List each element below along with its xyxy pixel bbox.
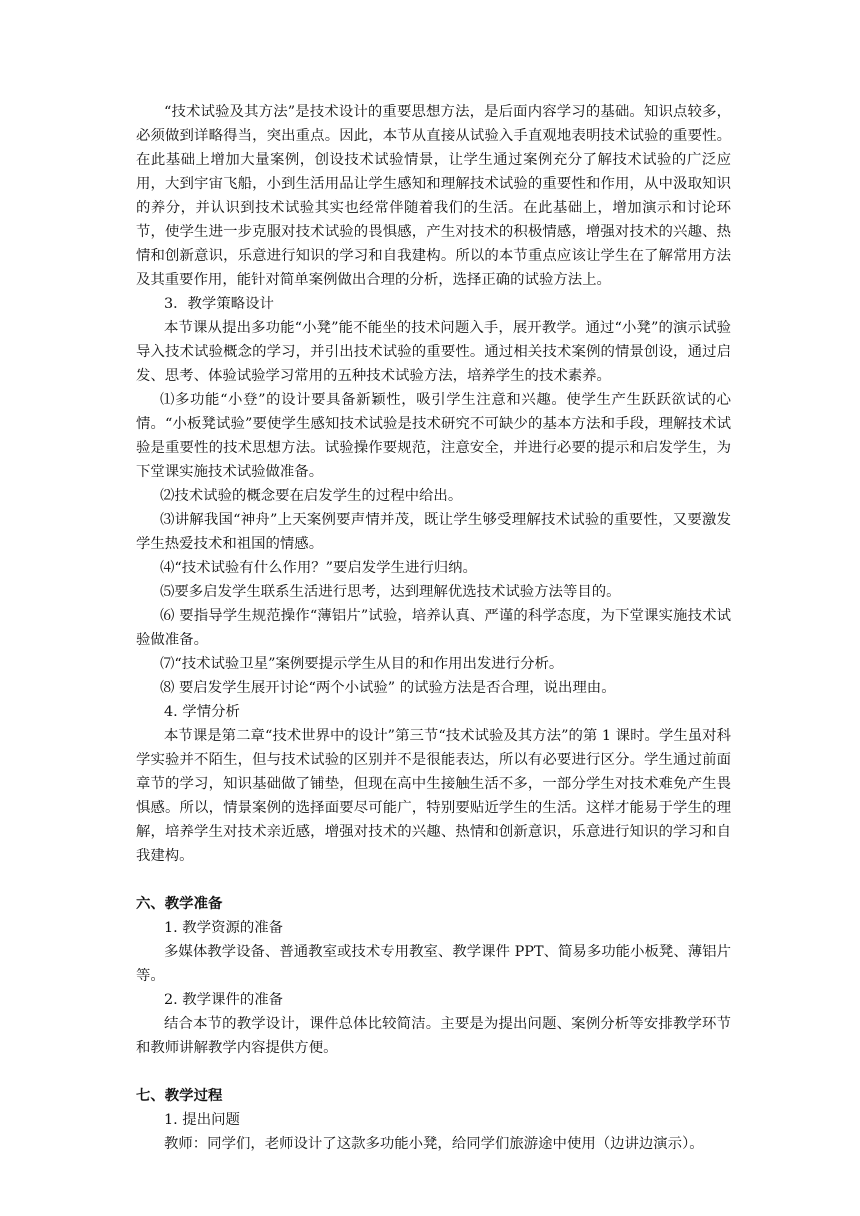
strategy-heading: 3．教学策略设计 bbox=[164, 296, 274, 312]
analysis-heading: 4. 学情分析 bbox=[164, 704, 240, 720]
strategy-item-6: ⑹ 要指导学生规范操作“薄铝片”试验，培养认真、严谨的科学态度，为下堂课实施技术试验做准备。 bbox=[136, 608, 731, 648]
strategy-item-7: ⑺“技术试验卫星”案例要提示学生从目的和作用出发进行分析。 bbox=[160, 656, 564, 672]
section-6-sub1-heading: 1. 教学资源的准备 bbox=[164, 920, 284, 936]
section-spacer bbox=[136, 1060, 731, 1084]
section-7-sub1-text: 教师：同学们，老师设计了这款多功能小凳，给同学们旅游途中使用（边讲边演示）。 bbox=[164, 1136, 704, 1152]
section-6-sub2-text: 结合本节的教学设计，课件总体比较简洁。主要是为提出问题、案例分析等安排教学环节和教师讲解教学内容提供方便。 bbox=[136, 1016, 731, 1056]
strategy-item-3: ⑶讲解我国“神舟”上天案例要声情并茂，既让学生够受理解技术试验的重要性，又要激发学生热爱技术和祖国的情感。 bbox=[136, 512, 731, 552]
analysis-paragraph: 本节课是第二章“技术世界中的设计”第三节“技术试验及其方法”的第 1 课时。学生虽对科学实验并不陌生，但与技术试验的区别并不是很能表达，所以有必要进行区分。学生通过前面章节的学习，知识基础做了铺垫，但现在高中生接触生活不多，一部分学生对技术难免产生畏惧感。所以，情景案例的选择面要尽可能广，特别要贴近学生的生活。这样才能易于学生的理解，培养学生对技术亲近感，增强对技术的兴趣、热情和创新意识，乐意进行知识的学习和自我建构。 bbox=[136, 728, 731, 864]
section-7-title: 七、教学过程 bbox=[136, 1087, 223, 1104]
strategy-paragraph: 本节课从提出多功能“小凳”能不能坐的技术问题入手，展开教学。通过“小凳”的演示试验导入技术试验概念的学习，并引出技术试验的重要性。通过相关技术案例的情景创设，通过启发、思考、体验试验学习常用的五种技术试验方法，培养学生的技术素养。 bbox=[136, 320, 731, 384]
strategy-item-5: ⑸要多启发学生联系生活进行思考，达到理解优选技术试验方法等目的。 bbox=[160, 584, 621, 600]
section-7-sub1-heading: 1. 提出问题 bbox=[164, 1112, 240, 1128]
strategy-item-4: ⑷“技术试验有什么作用？”要启发学生进行归纳。 bbox=[160, 560, 477, 576]
intro-paragraph: “技术试验及其方法”是技术设计的重要思想方法，是后面内容学习的基础。知识点较多，必须做到详略得当，突出重点。因此，本节从直接从试验入手直观地表明技术试验的重要性。在此基础上增加大量案例，创设技术试验情景，让学生通过案例充分了解技术试验的广泛应用，大到宇宙飞船，小到生活用品让学生感知和理解技术试验的重要性和作用，从中汲取知识的养分，并认识到技术试验其实也经常伴随着我们的生活。在此基础上，增加演示和讨论环节，使学生进一步克服对技术试验的畏惧感，产生对技术的积极情感，增强对技术的兴趣、热情和创新意识，乐意进行知识的学习和自我建构。所以的本节重点应该让学生在了解常用方法及其重要作用，能针对简单案例做出合理的分析，选择正确的试验方法上。 bbox=[136, 104, 731, 288]
section-6-sub2-heading: 2. 教学课件的准备 bbox=[164, 992, 284, 1008]
strategy-item-8: ⑻ 要启发学生展开讨论“两个小试验” 的试验方法是否合理，说出理由。 bbox=[160, 680, 616, 696]
strategy-item-2: ⑵技术试验的概念要在启发学生的过程中给出。 bbox=[160, 488, 463, 504]
section-6-title: 六、教学准备 bbox=[136, 895, 223, 912]
section-6-sub1-text: 多媒体教学设备、普通教室或技术专用教室、教学课件 PPT、简易多功能小板凳、薄铝片等。 bbox=[136, 944, 731, 984]
section-spacer bbox=[136, 868, 731, 892]
strategy-item-1: ⑴多功能“小登”的设计要具备新颖性，吸引学生注意和兴趣。使学生产生跃跃欲试的心情。“小板凳试验”要使学生感知技术试验是技术研究不可缺少的基本方法和手段，理解技术试验是重要性的技术思想方法。试验操作要规范，注意安全，并进行必要的提示和启发学生，为下堂课实施技术试验做准备。 bbox=[136, 392, 731, 480]
document-page bbox=[136, 100, 731, 1156]
